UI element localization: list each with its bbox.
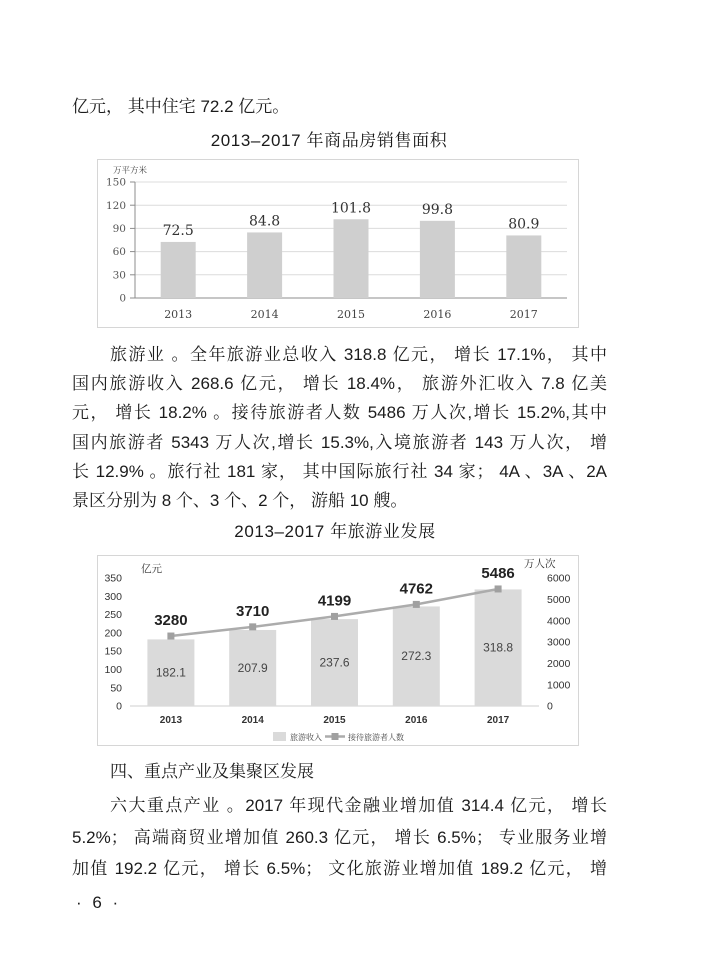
right-y-tick-label: 6000 xyxy=(547,572,571,585)
visitors-marker xyxy=(167,633,174,640)
y-tick-label: 0 xyxy=(119,292,126,305)
visitors-value-label: 3710 xyxy=(236,602,270,620)
x-tick-label: 2017 xyxy=(509,308,538,321)
visitors-marker xyxy=(331,613,338,620)
visitors-value-label: 4762 xyxy=(399,580,433,598)
chart2-right-axis-label: 万人次 xyxy=(524,558,556,570)
bar xyxy=(506,235,541,298)
left-y-tick-label: 350 xyxy=(104,572,122,585)
right-y-tick-label: 4000 xyxy=(547,615,571,628)
left-y-tick-label: 250 xyxy=(104,609,122,622)
legend-label-revenue: 旅游收入 xyxy=(290,733,322,742)
x-tick-label: 2015 xyxy=(337,308,365,321)
revenue-value-label: 182.1 xyxy=(155,665,186,680)
visitors-marker xyxy=(249,623,256,630)
tourism-paragraph xyxy=(72,340,607,515)
bar-value-label: 80.9 xyxy=(508,216,540,233)
bar xyxy=(420,221,455,298)
x-tick-label: 2016 xyxy=(405,715,428,726)
revenue-value-label: 207.9 xyxy=(237,660,268,675)
tourism-line: 元， 增长 18.2% 。接待旅游者人数 5486 万人次,增长 15.2%,其中 xyxy=(72,403,607,423)
x-tick-label: 2013 xyxy=(164,308,193,321)
chart2-left-axis-label: 亿元 xyxy=(141,563,162,575)
bar-value-label: 72.5 xyxy=(162,222,194,239)
revenue-value-label: 237.6 xyxy=(319,655,350,670)
left-y-tick-label: 200 xyxy=(104,627,122,640)
revenue-value-label: 318.8 xyxy=(483,640,514,655)
x-tick-label: 2015 xyxy=(323,715,346,726)
chart-housing-sales-area xyxy=(97,159,579,328)
bar xyxy=(334,219,369,298)
tourism-line: 国内旅游收入 268.6 亿元， 增长 18.4%， 旅游外汇收入 7.8 亿美 xyxy=(72,374,607,394)
bar-value-label: 101.8 xyxy=(330,200,372,217)
industry-paragraph xyxy=(72,790,607,885)
industry-line: 加值 192.2 亿元， 增长 6.5%； 文化旅游业增加值 189.2 亿元， 增 xyxy=(72,859,607,878)
chart2-title: 2013–2017 年旅游业发展 xyxy=(234,522,436,541)
y-tick-label: 150 xyxy=(105,176,126,189)
industry-line: 5.2%； 高端商贸业增加值 260.3 亿元， 增长 6.5%； 专业服务业增 xyxy=(72,827,607,847)
revenue-value-label: 272.3 xyxy=(401,649,432,664)
left-y-tick-label: 50 xyxy=(110,682,122,695)
chart1-title: 2013–2017 年商品房销售面积 xyxy=(210,131,448,150)
right-y-tick-label: 1000 xyxy=(547,679,571,692)
chart-tourism-development xyxy=(97,555,579,746)
visitors-value-label: 4199 xyxy=(317,592,352,610)
legend-label-visitors: 接待旅游者人数 xyxy=(348,733,404,742)
x-tick-label: 2013 xyxy=(159,715,183,726)
tourism-line: 长 12.9% 。旅行社 181 家， 其中国际旅行社 34 家； 4A 、3A 、2A xyxy=(72,461,607,481)
right-y-tick-label: 3000 xyxy=(547,636,571,649)
y-tick-label: 120 xyxy=(105,199,126,212)
x-tick-label: 2016 xyxy=(423,308,452,321)
legend-marker-visitors xyxy=(332,733,339,740)
x-tick-label: 2014 xyxy=(241,715,264,726)
x-tick-label: 2017 xyxy=(486,715,510,726)
bar xyxy=(247,232,282,298)
y-tick-label: 90 xyxy=(112,223,126,235)
y-tick-label: 60 xyxy=(112,246,126,259)
bar-value-label: 84.8 xyxy=(249,213,281,230)
y-tick-label: 30 xyxy=(112,269,126,282)
right-y-tick-label: 2000 xyxy=(547,657,571,670)
section-heading: 四、重点产业及集聚区发展 xyxy=(110,762,314,781)
legend-swatch-revenue xyxy=(273,732,286,741)
tourism-line: 国内旅游者 5343 万人次,增长 15.3%,入境旅游者 143 万人次， 增 xyxy=(72,432,607,452)
x-tick-label: 2014 xyxy=(250,308,279,321)
left-y-tick-label: 100 xyxy=(104,664,122,677)
industry-line: 六大重点产业 。2017 年现代金融业增加值 314.4 亿元， 增长 xyxy=(110,796,607,815)
bar xyxy=(161,242,196,298)
tourism-line: 景区分别为 8 个、3 个、2 个， 游船 10 艘。 xyxy=(72,490,408,510)
visitors-value-label: 3280 xyxy=(154,612,188,630)
left-y-tick-label: 150 xyxy=(104,645,122,658)
left-y-tick-label: 300 xyxy=(104,590,122,603)
page-number: · 6 · xyxy=(76,893,119,912)
bar-value-label: 99.8 xyxy=(421,201,453,218)
visitors-marker xyxy=(413,601,420,608)
left-y-tick-label: 0 xyxy=(116,700,122,713)
visitors-marker xyxy=(495,585,502,592)
chart1-y-axis-label: 万平方米 xyxy=(113,166,148,176)
visitors-value-label: 5486 xyxy=(481,564,515,582)
right-y-tick-label: 0 xyxy=(547,700,553,713)
right-y-tick-label: 5000 xyxy=(547,593,571,606)
tourism-line: 旅游业 。全年旅游业总收入 318.8 亿元， 增长 17.1%， 其中 xyxy=(110,345,607,364)
continued-text-line: 亿元， 其中住宅 72.2 亿元。 xyxy=(72,97,290,116)
